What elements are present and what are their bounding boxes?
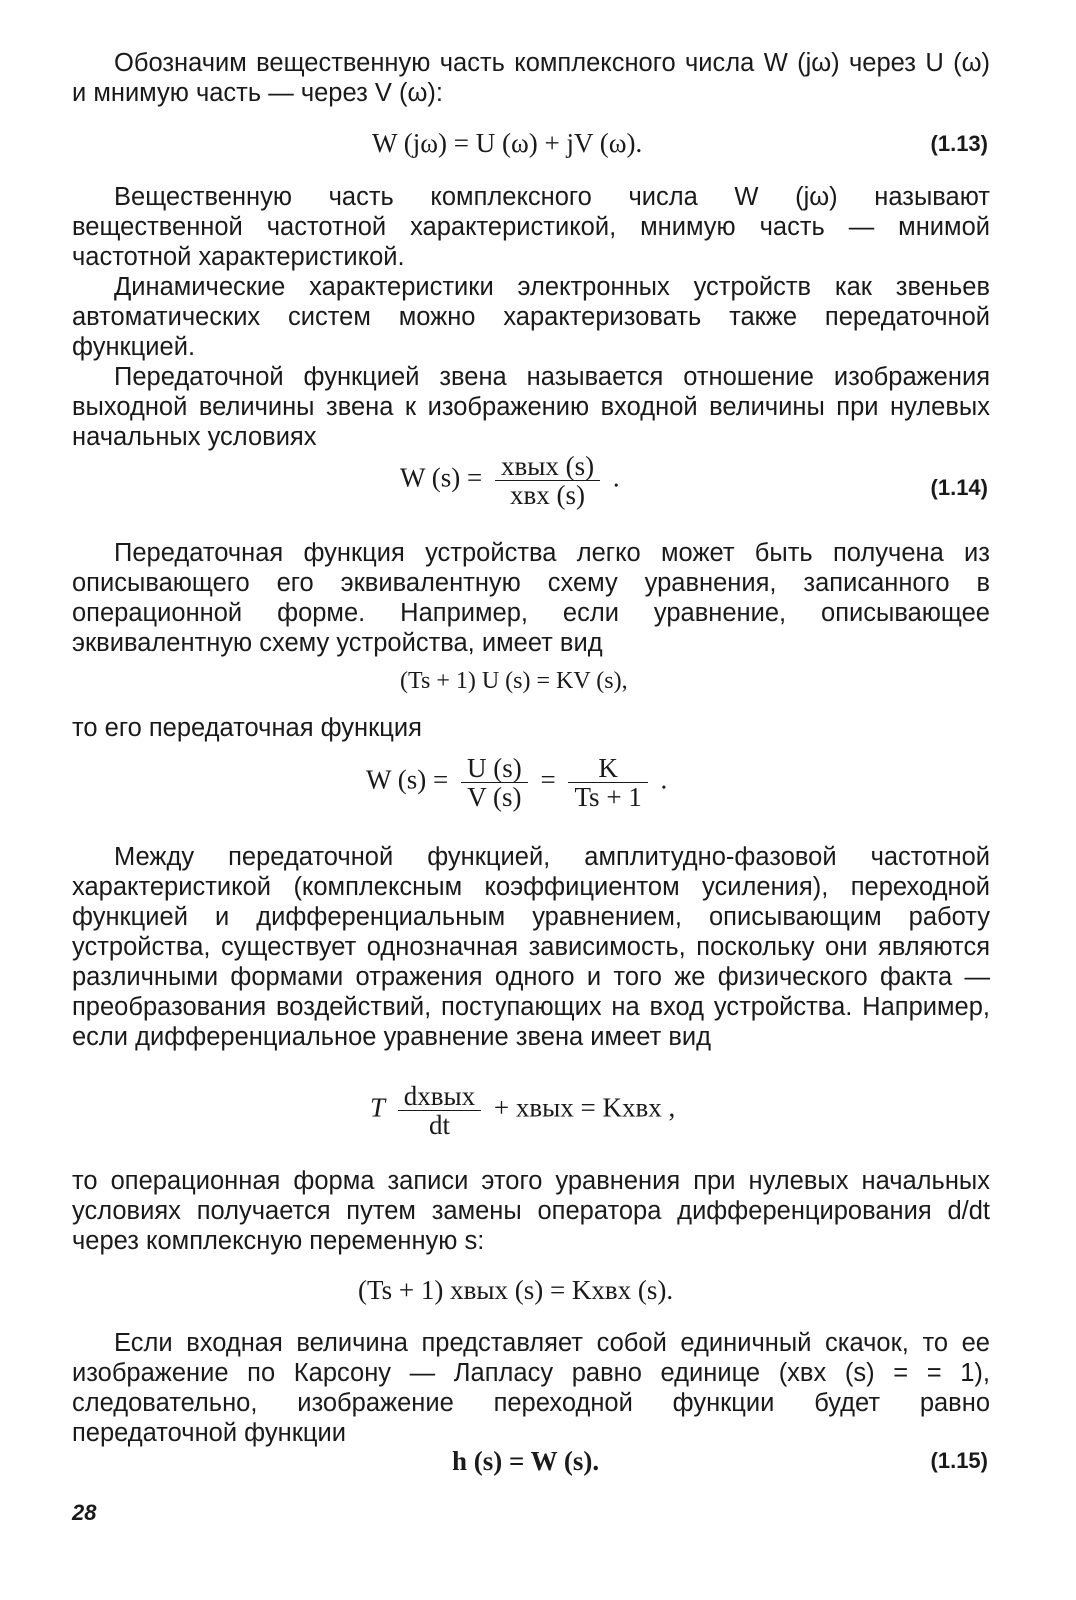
equation-example-equals: = <box>540 764 556 795</box>
paragraph-its-transfer-function: то его передаточная функция <box>72 714 422 742</box>
equation-differential-numerator: dxвых <box>398 1082 481 1111</box>
equation-example-numerator-2: K <box>568 754 647 783</box>
paragraph-dynamic-characteristics: Динамические характеристики электронных устройств как звеньев автоматических систем можно характеризовать также передаточной функцией. <box>72 273 990 361</box>
equation-1-14-numerator: xвых (s) <box>495 452 600 481</box>
equation-example-tail: . <box>660 764 668 795</box>
equation-differential <box>370 1082 675 1139</box>
equation-1-14 <box>400 452 620 509</box>
equation-1-14-denominator: xвх (s) <box>510 480 586 510</box>
paragraph-transfer-function-definition: Передаточной функцией звена называется отношение изображения выходной величины звена к изображению входной величины при нулевых начальных условиях <box>72 363 990 451</box>
equation-number-1-14: (1.14) <box>930 475 988 500</box>
page-number: 28 <box>72 1500 97 1525</box>
equation-example-denominator-1: V (s) <box>467 782 522 812</box>
paragraph-real-imag-intro: Обозначим вещественную часть комплексного числа W (jω) через U (ω) и мнимую часть — через V (ω): <box>72 49 990 107</box>
paragraph-transfer-function-from-equation: Передаточная функция устройства легко может быть получена из описывающего его эквивалентную схему уравнения, записанного в операционной форме. Например, если уравнение, описывающее эквивалентную схему устройства, имеет вид <box>72 539 990 657</box>
equation-1-14-fraction <box>495 452 600 509</box>
equation-operational-form: (Ts + 1) U (s) = KV (s), <box>400 668 628 694</box>
equation-example-fraction-2 <box>568 754 647 811</box>
equation-1-14-lhs: W (s) = <box>400 462 483 493</box>
equation-example-lhs: W (s) = <box>366 764 449 795</box>
equation-differential-fraction <box>398 1082 481 1139</box>
equation-number-1-15: (1.15) <box>930 1448 988 1473</box>
paragraph-operational-form-derivation: то операционная форма записи этого уравнения при нулевых начальных условиях получается путем замены оператора дифференцирования d/dt через комплексную переменную s: <box>72 1167 990 1255</box>
equation-differential-denominator: dt <box>428 1110 450 1140</box>
equation-number-1-13: (1.13) <box>930 131 988 156</box>
equation-example-denominator-2: Ts + 1 <box>574 782 642 812</box>
equation-differential-rest: + xвых = Kxвх , <box>493 1092 676 1123</box>
paragraph-real-frequency-characteristic: Вещественную часть комплексного числа W (jω) называют вещественной частотной характеристикой, мнимую часть — мнимой частотной характеристикой. <box>72 183 990 271</box>
equation-1-14-tail: . <box>612 462 620 493</box>
equation-example-numerator-1: U (s) <box>461 754 528 783</box>
paragraph-unit-step-input: Если входная величина представляет собой единичный скачок, то ее изображение по Карсону — Лапласу равно единице (xвх (s) = = 1), следовательно, изображение переходной функции будет равно передаточной функции <box>72 1329 990 1447</box>
equation-operational-complex: (Ts + 1) xвых (s) = Kxвх (s). <box>358 1275 674 1305</box>
equation-1-13: W (jω) = U (ω) + jV (ω). <box>372 128 643 158</box>
paragraph-relationship-forms: Между передаточной функцией, амплитудно-фазовой частотной характеристикой (комплексным коэффициентом усиления), переходной функцией и дифференциальным уравнением, описывающим работу устройства, существует однозначная зависимость, поскольку они являются различными формами отражения одного и того же физического факта — преобразования воздействий, поступающих на вход устройства. Например, если дифференциальное уравнение звена имеет вид <box>72 843 990 1051</box>
equation-transfer-function-example <box>366 754 667 811</box>
equation-differential-t: T <box>370 1092 386 1123</box>
equation-example-fraction-1 <box>461 754 528 811</box>
equation-1-15: h (s) = W (s). <box>452 1446 600 1476</box>
